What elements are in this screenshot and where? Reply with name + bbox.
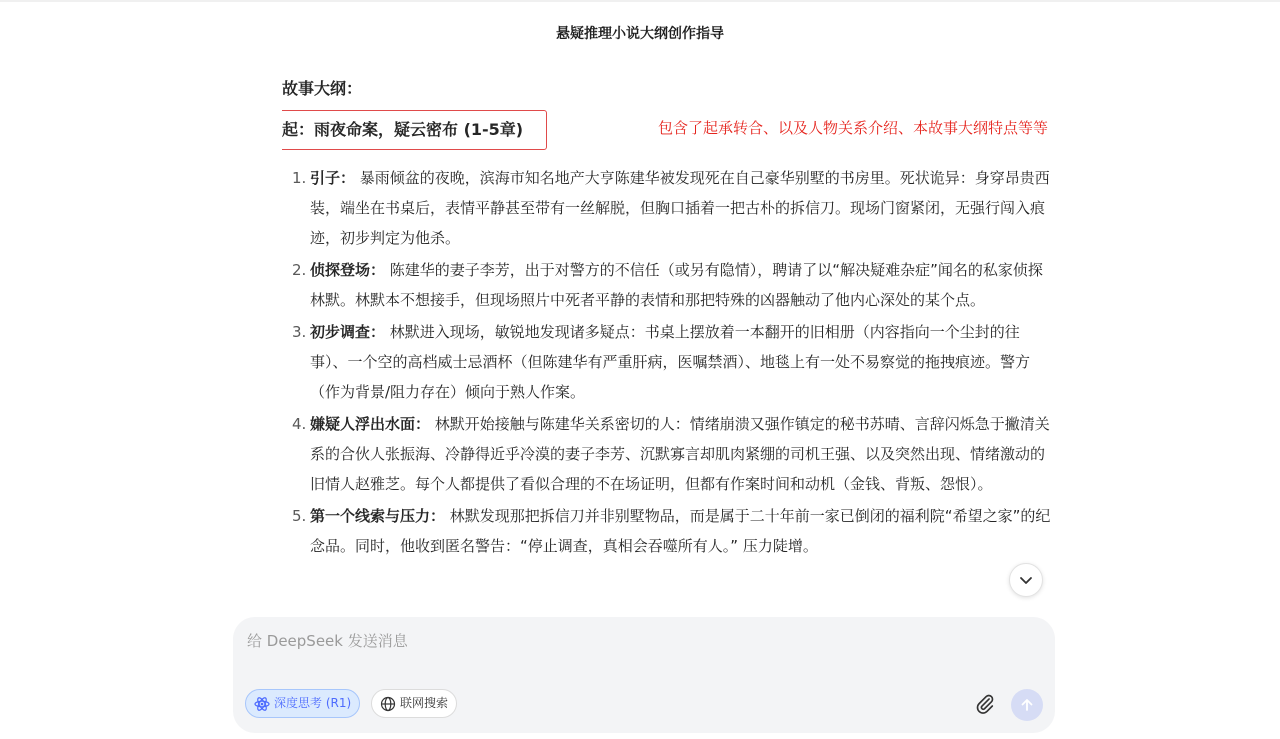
item-text: 暴雨倾盆的夜晚，滨海市知名地产大亨陈建华被发现死在自己豪华别墅的书房里。死状诡异：身穿昂贵西装，端坐在书桌后，表情平静甚至带有一丝解脱，但胸口插着一把古朴的拆信刀。现场门窗紧闭，无强行闯入痕迹，初步判定为他杀。: [310, 169, 1050, 247]
atom-icon: [254, 696, 270, 712]
item-label: 初步调查：: [310, 323, 386, 341]
item-label: 侦探登场：: [310, 261, 386, 279]
item-label: 嫌疑人浮出水面：: [310, 415, 431, 433]
item-label: 第一个线索与压力：: [310, 507, 446, 525]
item-text: 林默开始接触与陈建华关系密切的人：情绪崩溃又强作镇定的秘书苏晴、言辞闪烁急于撇清关系的合伙人张振海、冷静得近乎冷漠的妻子李芳、沉默寡言却肌肉紧绷的司机王强、以及突然出现、情绪激动的旧情人赵雅芝。每个人都提供了看似合理的不在场证明，但都有作案时间和动机（金钱、背叛、怨恨）。: [310, 415, 1050, 493]
item-text: 林默进入现场，敏锐地发现诸多疑点：书桌上摆放着一本翻开的旧相册（内容指向一个尘封的往事）、一个空的高档威士忌酒杯（但陈建华有严重肝病，医嘱禁酒）、地毯上有一处不易察觉的拖拽痕迹。警方（作为背景/阻力存在）倾向于熟人作案。: [310, 323, 1031, 401]
list-item: [292, 501, 1052, 561]
list-number: 5.: [292, 507, 307, 525]
deep-think-toggle[interactable]: [245, 689, 360, 718]
item-text: 陈建华的妻子李芳，出于对警方的不信任（或另有隐情），聘请了以“解决疑难杂症”闻名的私家侦探林默。林默本不想接手，但现场照片中死者平静的表情和那把特殊的凶器触动了他内心深处的某个点。: [310, 261, 1043, 309]
conversation-title: 悬疑推理小说大纲创作指导: [556, 26, 724, 42]
message-content: [282, 70, 1062, 615]
plot-list: [292, 163, 1052, 563]
web-search-label: 联网搜索: [400, 696, 449, 710]
list-number: 4.: [292, 415, 307, 433]
item-text: 林默发现那把拆信刀并非别墅物品，而是属于二十年前一家已倒闭的福利院“希望之家”的纪念品。同时，他收到匿名警告：“停止调查，真相会吞噬所有人。” 压力陡增。: [310, 507, 1051, 555]
list-item: [292, 317, 1052, 407]
attach-button[interactable]: [972, 691, 998, 717]
top-divider: [0, 0, 1280, 2]
item-label: 引子：: [310, 169, 356, 187]
message-input[interactable]: [247, 629, 947, 653]
stage-title: 起：雨夜命案，疑云密布 (1-5章): [282, 120, 524, 139]
chevron-down-icon: [1018, 572, 1034, 588]
web-search-toggle[interactable]: [371, 689, 457, 718]
list-item: [292, 255, 1052, 315]
arrow-up-icon: [1019, 697, 1035, 713]
list-number: 3.: [292, 323, 307, 341]
send-button[interactable]: [1011, 689, 1043, 721]
list-item: [292, 409, 1052, 499]
deep-think-label: 深度思考 (R1): [274, 696, 352, 710]
red-annotation: 包含了起承转合、以及人物关系介绍、本故事大纲特点等等: [658, 119, 1049, 137]
globe-icon: [380, 696, 396, 712]
paperclip-icon: [974, 693, 996, 715]
composer: [233, 617, 1055, 733]
scroll-to-bottom-button[interactable]: [1009, 563, 1043, 597]
list-item: [292, 163, 1052, 253]
list-number: 2.: [292, 261, 307, 279]
list-number: 1.: [292, 169, 307, 187]
section-heading: 故事大纲：: [282, 79, 363, 98]
